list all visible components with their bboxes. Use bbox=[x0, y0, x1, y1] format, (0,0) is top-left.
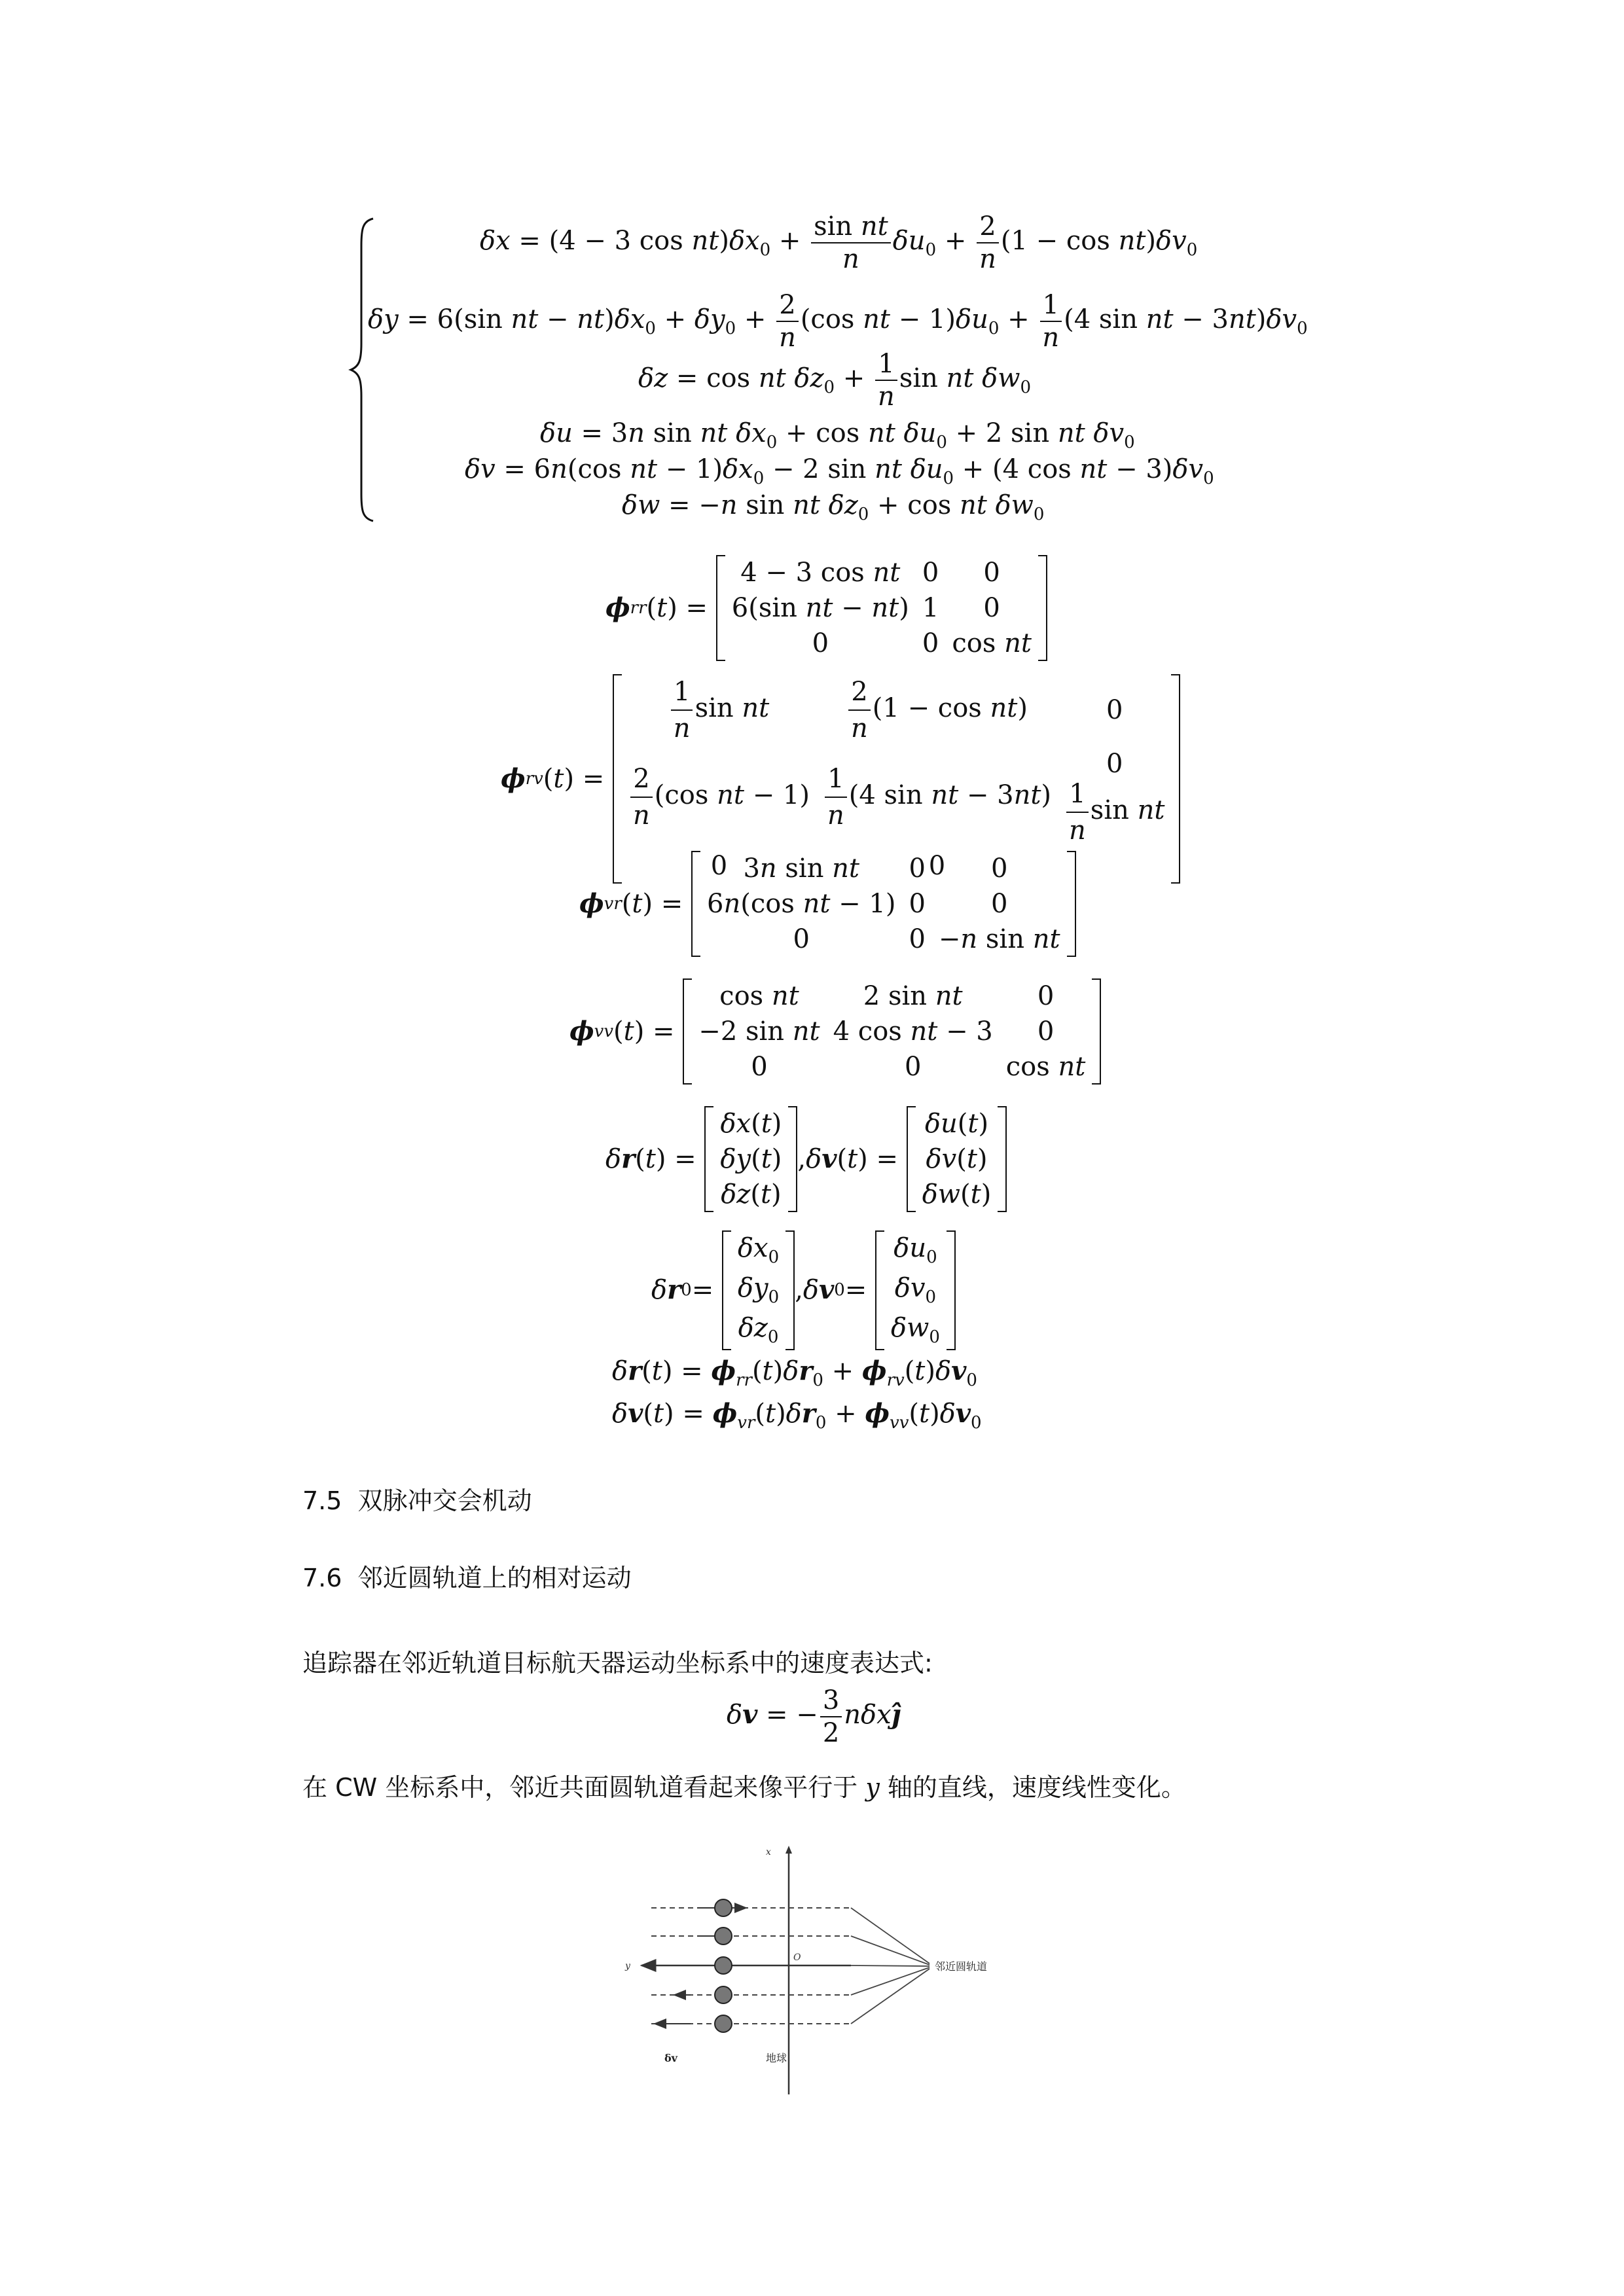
origin-label: O bbox=[793, 1952, 801, 1963]
velocity-label: δv bbox=[664, 2052, 677, 2064]
spacecraft-icon bbox=[715, 2015, 732, 2032]
matrix-phi-vv: ϕ vv ( t ) = cos nt 2 sin nt 0 −2 sin nt 4 cos nt − 3 0 0 0 cos nt bbox=[569, 978, 1101, 1085]
left-brace bbox=[347, 216, 380, 524]
section-title: 邻近圆轨道上的相对运动 bbox=[357, 1564, 632, 1592]
equation-delta-y: δy = 6(sin nt − $nt)\delta x_0 + \delta y_0$ + $\frac{2}{n}$ (cos nt − $1)\delta u_0$ + $\frac{1}{n}$ (4 sin nt − $3nt)\delta v_0$ bbox=[368, 290, 1308, 353]
earth-label: 地球 bbox=[766, 2052, 787, 2064]
paragraph-cw-description bbox=[302, 1767, 1186, 1803]
y-axis-label: y bbox=[625, 1961, 630, 1971]
equation-delta-u: δu = 3n sin nt $\delta x_0 + \cos$ nt $\delta u_0 + 2$ sin nt $\delta v_0$ bbox=[540, 418, 1135, 452]
paragraph-text-part-1: 在 CW 坐标系中，邻近共面圆轨道看起来像平行于 bbox=[302, 1773, 866, 1802]
spacecraft-icon bbox=[715, 1957, 732, 1974]
spacecraft-icon bbox=[715, 1928, 732, 1945]
section-title: 双脉冲交会机动 bbox=[357, 1486, 532, 1515]
vector-state-initial: δ r 0 = $\delta x_0$ $\delta y_0$ $\delta z_0$ , δ v 0 = $\delta u_0$ $\delta v_0$ $\delta w_0$ bbox=[651, 1230, 956, 1350]
equation-delta-x: δx = (4 − 3 $\cos nt)\delta x_0$ + $\frac{\text{sin nt}}{n}$ $\delta u_0$ + $\frac{2}{n}$ $(1 - \cos nt)\delta v_0$ bbox=[480, 211, 1198, 274]
vector-state-t: δ r ( t ) = δx(t) δy(t) δz(t) , δ v ( t ) = δu(t) δv(t) δw(t) bbox=[605, 1106, 1007, 1212]
section-number: 7.5 bbox=[302, 1486, 342, 1515]
equation-relative-velocity: δv = − $\frac{3}{2}$ nδxĵ bbox=[727, 1685, 901, 1748]
x-axis-label: x bbox=[766, 1847, 771, 1857]
equation-delta-v: δv = 6n(cos nt − $1)\delta x_0 - 2$ sin nt $\delta u_0 + (4$ cos nt − $3)\delta v_0$ bbox=[465, 454, 1214, 488]
matrix-phi-vr: ϕ vr ( t ) = 3n sin nt 0 0 6n(cos nt − 1) 0 0 0 0 −n sin nt bbox=[579, 851, 1076, 957]
spacecraft-icon bbox=[715, 1899, 732, 1916]
adjacent-orbits-figure bbox=[589, 1839, 1113, 2101]
equation-state-transition-r: $\delta r(t) = \phi_{rr}(t)\delta r_0 + \phi_{rv}(t)\delta v_0$ bbox=[612, 1355, 977, 1390]
equation-delta-z: δz = cos nt $\delta z_0$ + $\frac{1}{n}$ sin nt $\delta w_0$ bbox=[638, 349, 1032, 412]
section-heading-7-5 bbox=[302, 1480, 532, 1516]
spacecraft-icon bbox=[715, 1986, 732, 2003]
paragraph-velocity-expression: 追踪器在邻近轨道目标航天器运动坐标系中的速度表达式: bbox=[302, 1649, 933, 1677]
paragraph-text-part-2: 轴的直线，速度线性变化。 bbox=[879, 1773, 1186, 1802]
section-number: 7.6 bbox=[302, 1564, 342, 1592]
spacecraft-markers bbox=[715, 1899, 732, 2032]
equation-state-transition-v: $\delta v(t) = \phi_{vr}(t)\delta r_0 + \phi_{vv}(t)\delta v_0$ bbox=[612, 1398, 982, 1433]
paragraph-y-symbol: y bbox=[865, 1773, 880, 1802]
matrix-phi-rv: ϕ rv ( t ) = $\frac{1}{n}$ sin nt $\frac{2}{n}$ (1 − cos nt) 0 $\frac{2}{n}$ (cos nt − 1) $\frac{1}{n}$ (4 sin nt − 3nt) 0 $\frac{1}{n}$ sin nt 0 0 bbox=[501, 674, 1180, 884]
orbits-label: 邻近圆轨道 bbox=[935, 1960, 988, 1973]
equation-delta-w: δw = −n sin nt $\delta z_0 + \cos$ nt $\delta w_0$ bbox=[622, 490, 1045, 524]
x-axis-arrow-icon bbox=[785, 1846, 792, 1854]
label-pointer-lines bbox=[851, 1908, 929, 2024]
section-heading-7-6 bbox=[302, 1558, 632, 1594]
matrix-phi-rr: ϕ rr ( t ) = 4 − 3 cos nt 0 0 6(sin nt − nt) 1 0 0 0 cos nt bbox=[605, 555, 1047, 661]
